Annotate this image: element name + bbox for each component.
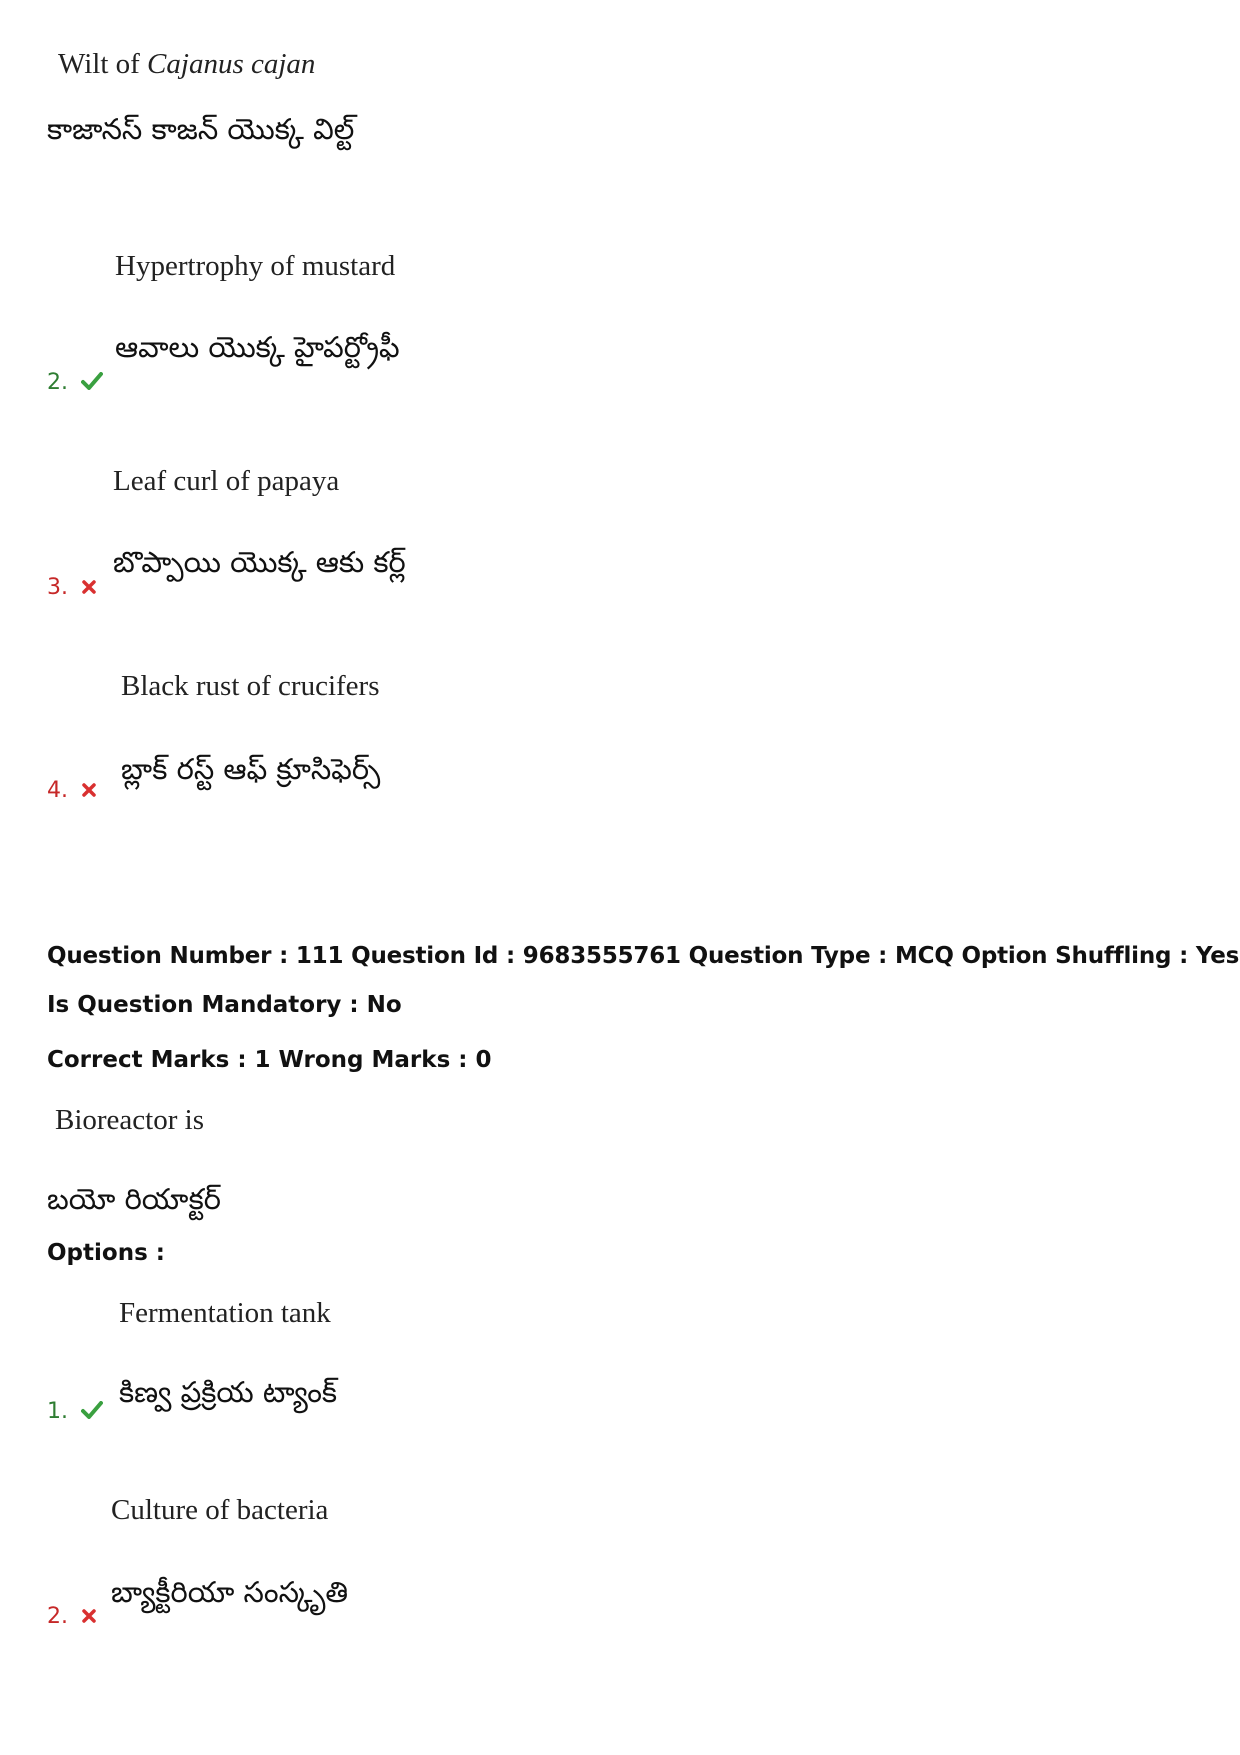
cross-icon xyxy=(81,576,97,601)
options-label: Options : xyxy=(47,1240,165,1266)
option-4-telugu: బ్లాక్ రస్ట్ ఆఫ్ క్రూసిఫెర్స్ xyxy=(121,752,381,786)
option-2-marker xyxy=(47,370,103,396)
q111-option-1-english: Fermentation tank xyxy=(119,1297,331,1329)
option-2-number: 2. xyxy=(47,370,68,395)
question-text-english: Bioreactor is xyxy=(55,1104,204,1136)
q111-option-2-marker xyxy=(47,1604,97,1630)
option-4-marker xyxy=(47,778,97,804)
cross-icon xyxy=(81,1605,97,1630)
q111-option-1-marker xyxy=(47,1399,103,1425)
option-1-english-italic: Cajanus cajan xyxy=(147,48,316,80)
check-icon xyxy=(81,371,103,396)
option-2-english: Hypertrophy of mustard xyxy=(115,250,396,282)
question-meta-line-1: Question Number : 111 Question Id : 9683555761 Question Type : MCQ Option Shuffling : Yes xyxy=(47,943,1240,969)
option-3-marker xyxy=(47,575,97,601)
option-3-number: 3. xyxy=(47,575,68,600)
question-meta-line-2: Is Question Mandatory : No xyxy=(47,992,402,1018)
option-4-number: 4. xyxy=(47,778,68,803)
option-4-english: Black rust of crucifers xyxy=(121,670,380,702)
option-3-telugu: బొప్పాయి యొక్క ఆకు కర్ల్ xyxy=(113,545,406,579)
q111-option-1-number: 1. xyxy=(47,1399,68,1424)
cross-icon xyxy=(81,779,97,804)
option-3-english: Leaf curl of papaya xyxy=(113,465,340,497)
check-icon xyxy=(81,1400,103,1425)
option-1-telugu: కాజానస్ కాజన్ యొక్క విల్ట్ xyxy=(47,112,355,146)
q111-option-2-telugu: బ్యాక్టీరియా సంస్కృతి xyxy=(111,1575,349,1609)
option-1-english-prefix: Wilt of xyxy=(58,48,148,80)
question-text-telugu: బయో రియాక్టర్ xyxy=(47,1182,221,1216)
option-2-telugu: ఆవాలు యొక్క హైపర్ట్రోఫీ xyxy=(115,330,400,364)
marks-line: Correct Marks : 1 Wrong Marks : 0 xyxy=(47,1047,492,1073)
q111-option-2-english: Culture of bacteria xyxy=(111,1494,329,1526)
option-1-english xyxy=(58,48,315,81)
q111-option-1-telugu: కిణ్వ ప్రక్రియ ట్యాంక్ xyxy=(119,1375,338,1409)
q111-option-2-number: 2. xyxy=(47,1604,68,1629)
